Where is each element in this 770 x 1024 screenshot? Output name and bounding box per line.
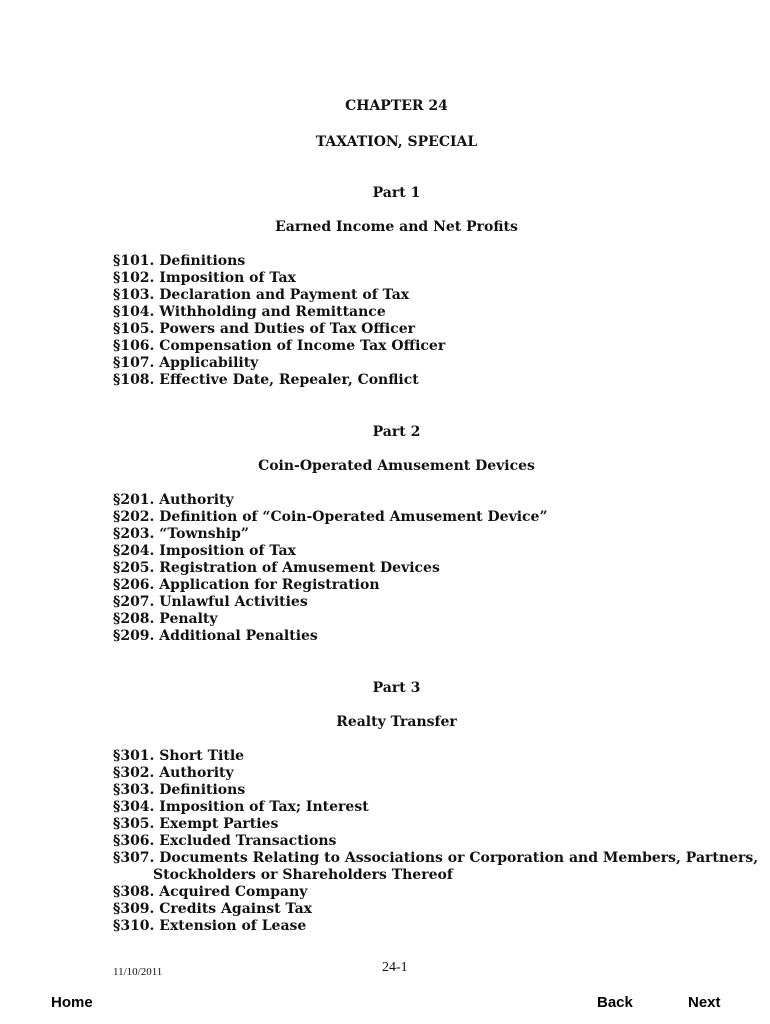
part-2-label: Part 2 (372, 424, 421, 440)
next-button[interactable]: Next (688, 994, 721, 1011)
toc-item-209: §209. Additional Penalties (113, 628, 318, 644)
toc-item-305: §305. Exempt Parties (113, 816, 279, 832)
toc-item-307: §307. Documents Relating to Associations or Corporation and Members, Partners, (113, 850, 759, 866)
toc-item-204: §204. Imposition of Tax (113, 543, 296, 559)
toc-item-202: §202. Definition of “Coin-Operated Amusement Device” (113, 509, 548, 525)
toc-item-107: §107. Applicability (113, 355, 259, 371)
toc-item-303: §303. Definitions (113, 782, 246, 798)
home-button[interactable]: Home (51, 994, 93, 1011)
toc-item-104: §104. Withholding and Remittance (113, 304, 386, 320)
toc-item-306: §306. Excluded Transactions (113, 833, 337, 849)
back-button[interactable]: Back (597, 994, 633, 1011)
toc-item-207: §207. Unlawful Activities (113, 594, 308, 610)
toc-item-206: §206. Application for Registration (113, 577, 380, 593)
part-1-label: Part 1 (372, 185, 421, 201)
toc-item-304: §304. Imposition of Tax; Interest (113, 799, 369, 815)
footer-date: 11/10/2011 (113, 966, 163, 978)
toc-item-309: §309. Credits Against Tax (113, 901, 312, 917)
toc-item-101: §101. Definitions (113, 253, 246, 269)
toc-item-108: §108. Effective Date, Repealer, Conflict (113, 372, 419, 388)
toc-item-103: §103. Declaration and Payment of Tax (113, 287, 410, 303)
toc-item-302: §302. Authority (113, 765, 234, 781)
toc-item-105: §105. Powers and Duties of Tax Officer (113, 321, 415, 337)
page-number: 24-1 (382, 960, 408, 975)
toc-item-205: §205. Registration of Amusement Devices (113, 560, 440, 576)
chapter-subtitle: TAXATION, SPECIAL (315, 134, 478, 150)
part-2-title: Coin-Operated Amusement Devices (258, 458, 535, 474)
toc-item-301: §301. Short Title (113, 748, 245, 764)
part-3-title: Realty Transfer (336, 714, 457, 730)
toc-item-106: §106. Compensation of Income Tax Officer (113, 338, 446, 354)
toc-item-307-continued: Stockholders or Shareholders Thereof (153, 867, 453, 883)
toc-item-308: §308. Acquired Company (113, 884, 308, 900)
toc-item-201: §201. Authority (113, 492, 234, 508)
toc-item-203: §203. “Township” (113, 526, 249, 542)
part-3-label: Part 3 (372, 680, 421, 696)
toc-item-208: §208. Penalty (113, 611, 218, 627)
toc-item-102: §102. Imposition of Tax (113, 270, 296, 286)
toc-item-310: §310. Extension of Lease (113, 918, 307, 934)
chapter-title: CHAPTER 24 (345, 98, 448, 114)
part-1-title: Earned Income and Net Profits (275, 219, 518, 235)
